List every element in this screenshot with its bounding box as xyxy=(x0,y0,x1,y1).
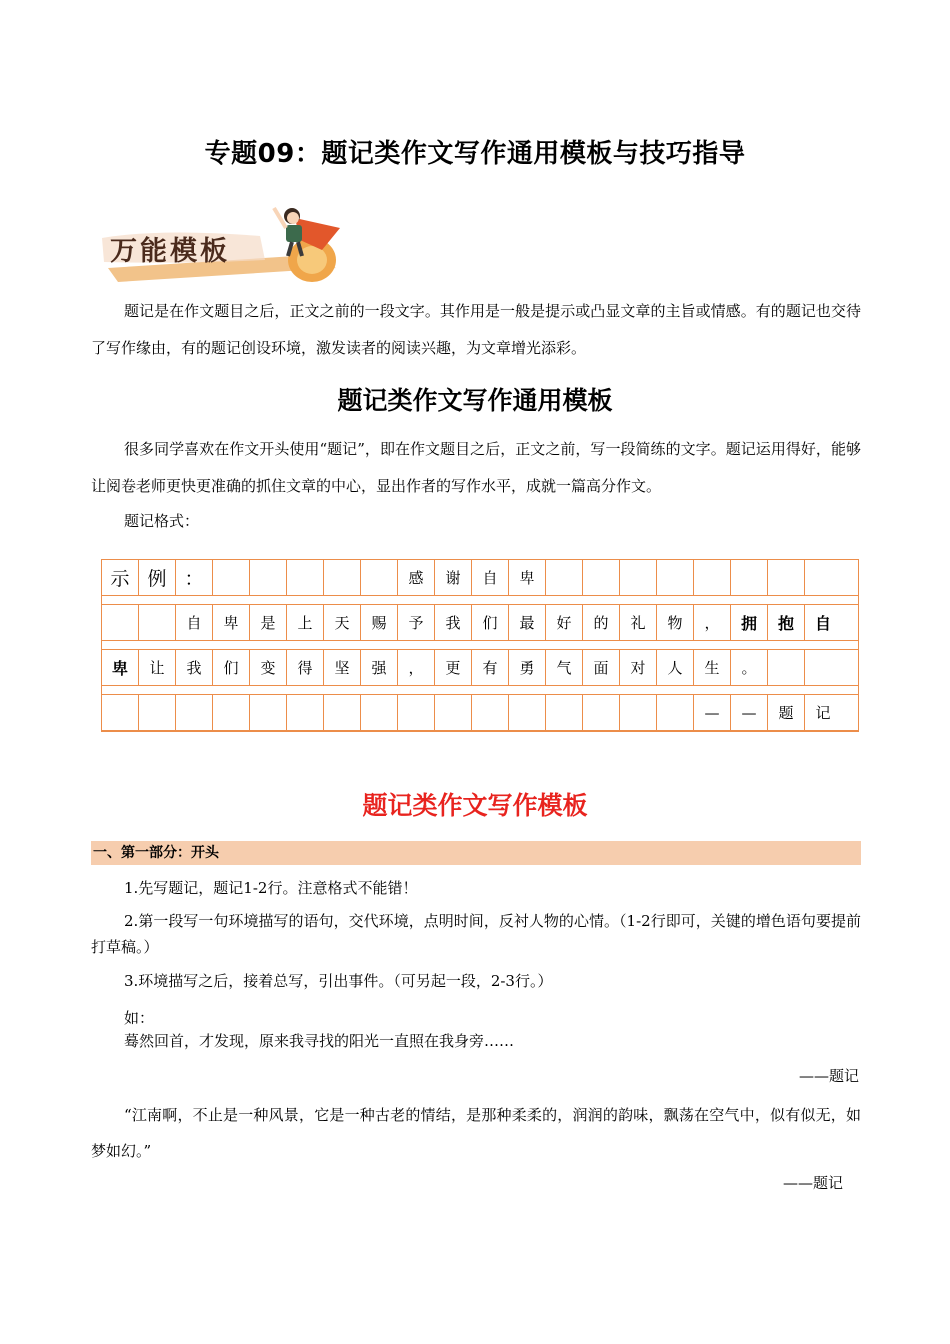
format-label: 题记格式： xyxy=(124,512,200,530)
grid-cell xyxy=(657,695,694,730)
grid-cell: 们 xyxy=(213,650,250,685)
grid-cell: 题 xyxy=(768,695,805,730)
grid-cell: 人 xyxy=(657,650,694,685)
grid-cell: 卑 xyxy=(213,605,250,640)
grid-cell: ， xyxy=(694,605,731,640)
grid-cell: 上 xyxy=(287,605,324,640)
grid-cell: 让 xyxy=(139,650,176,685)
example-grid xyxy=(101,559,859,732)
grid-cell xyxy=(139,605,176,640)
grid-cell: 予 xyxy=(398,605,435,640)
section-title-template: 题记类作文写作模板 xyxy=(362,791,588,820)
grid-cell: 自 xyxy=(472,560,509,595)
grid-cell xyxy=(509,695,546,730)
grid-cell xyxy=(546,560,583,595)
grid-cell xyxy=(805,650,841,685)
tip-2: 2.第一段写一句环境描写的语句，交代环境，点明时间，反衬人物的心情。（1-2行即可，关键的增色语句要提前打草稿。） xyxy=(91,912,861,956)
grid-cell: 自 xyxy=(814,614,831,633)
grid-cell xyxy=(361,695,398,730)
grid-cell xyxy=(287,560,324,595)
section1-paragraph: 很多同学喜欢在作文开头使用“题记”，即在作文题目之后，正文之前，写一段简练的文字。题记运用得好，能够让阅卷老师更快更准确的抓住文章的中心，显出作者的写作水平，成就一篇高分作文。 xyxy=(91,440,861,495)
grid-cell xyxy=(250,695,287,730)
grid-cell: 好 xyxy=(546,605,583,640)
grid-cell: 我 xyxy=(176,650,213,685)
grid-cell xyxy=(213,560,250,595)
grid-cell xyxy=(805,560,841,595)
grid-cell xyxy=(361,560,398,595)
grid-cell xyxy=(398,695,435,730)
grid-cell: 最 xyxy=(509,605,546,640)
tip-1: 1.先写题记，题记1-2行。注意格式不能错！ xyxy=(124,879,418,897)
grid-cell: 的 xyxy=(583,605,620,640)
banner-text: 万能模板 xyxy=(110,236,230,267)
grid-cell: 抱 xyxy=(768,605,805,640)
grid-cell xyxy=(620,695,657,730)
grid-cell: 有 xyxy=(472,650,509,685)
grid-cell xyxy=(139,695,176,730)
page-title: 专题09：题记类作文写作通用模板与技巧指导 xyxy=(204,139,746,169)
grid-cell: ， xyxy=(398,650,435,685)
signature-2: ——题记 xyxy=(782,1174,843,1192)
grid-cell: 气 xyxy=(546,650,583,685)
intro-paragraph: 题记是在作文题目之后，正文之前的一段文字。其作用是一般是提示或凸显文章的主旨或情感。有的题记也交待了写作缘由，有的题记创设环境，激发读者的阅读兴趣，为文章增光添彩。 xyxy=(91,302,861,357)
grid-cell: 赐 xyxy=(361,605,398,640)
grid-cell: 更 xyxy=(435,650,472,685)
part1-heading: 一、第一部分：开头 xyxy=(91,841,861,865)
grid-cell: 天 xyxy=(324,605,361,640)
grid-cell xyxy=(213,695,250,730)
example-label: 如： xyxy=(124,1009,155,1027)
example-2: “江南啊，不止是一种风景，它是一种古老的情结，是那种柔柔的，润润的韵味，飘荡在空气中，似有似无，如梦如幻。” xyxy=(91,1106,861,1160)
grid-cell: — xyxy=(731,695,768,730)
grid-cell: 对 xyxy=(620,650,657,685)
grid-cell xyxy=(768,560,805,595)
grid-cell: 是 xyxy=(250,605,287,640)
grid-cell: 记 xyxy=(815,704,831,722)
grid-cell: 生 xyxy=(694,650,731,685)
grid-cell: 面 xyxy=(583,650,620,685)
template-banner xyxy=(100,198,345,290)
grid-cell xyxy=(250,560,287,595)
grid-row-1 xyxy=(102,560,858,596)
grid-cell xyxy=(583,560,620,595)
grid-cell xyxy=(620,560,657,595)
grid-row-4 xyxy=(102,694,858,731)
grid-cell: 我 xyxy=(435,605,472,640)
grid-cell: 礼 xyxy=(620,605,657,640)
grid-row-3 xyxy=(102,649,858,686)
grid-cell: 物 xyxy=(657,605,694,640)
grid-cell: 变 xyxy=(250,650,287,685)
grid-cell: 。 xyxy=(731,650,768,685)
grid-cell xyxy=(287,695,324,730)
section-title-general: 题记类作文写作通用模板 xyxy=(337,386,613,415)
grid-cell: 卑 xyxy=(102,650,139,685)
tip-3: 3.环境描写之后，接着总写，引出事件。（可另起一段，2-3行。） xyxy=(124,972,553,990)
grid-cell xyxy=(102,695,139,730)
banner-illustration-icon xyxy=(100,198,345,290)
grid-cell: 们 xyxy=(472,605,509,640)
grid-cell: 勇 xyxy=(509,650,546,685)
grid-cell xyxy=(176,695,213,730)
grid-cell xyxy=(324,695,361,730)
grid-cell xyxy=(731,560,768,595)
grid-cell: 卑 xyxy=(509,560,546,595)
grid-cell: 拥 xyxy=(731,605,768,640)
grid-cell xyxy=(546,695,583,730)
grid-cell: 例 xyxy=(139,560,176,595)
grid-cell: 坚 xyxy=(324,650,361,685)
grid-cell: — xyxy=(694,695,731,730)
grid-cell xyxy=(657,560,694,595)
grid-cell: ： xyxy=(176,560,213,595)
example-1: 蓦然回首，才发现，原来我寻找的阳光一直照在我身旁…… xyxy=(124,1032,515,1050)
grid-cell xyxy=(472,695,509,730)
grid-cell xyxy=(435,695,472,730)
grid-cell xyxy=(694,560,731,595)
grid-cell xyxy=(768,650,805,685)
grid-cell: 示 xyxy=(102,560,139,595)
grid-cell xyxy=(102,605,139,640)
grid-cell xyxy=(324,560,361,595)
grid-cell: 谢 xyxy=(435,560,472,595)
grid-row-2 xyxy=(102,604,858,641)
grid-cell: 得 xyxy=(287,650,324,685)
grid-cell: 强 xyxy=(361,650,398,685)
grid-cell xyxy=(583,695,620,730)
signature-1: ——题记 xyxy=(798,1067,859,1085)
grid-cell: 感 xyxy=(398,560,435,595)
grid-cell: 自 xyxy=(176,605,213,640)
